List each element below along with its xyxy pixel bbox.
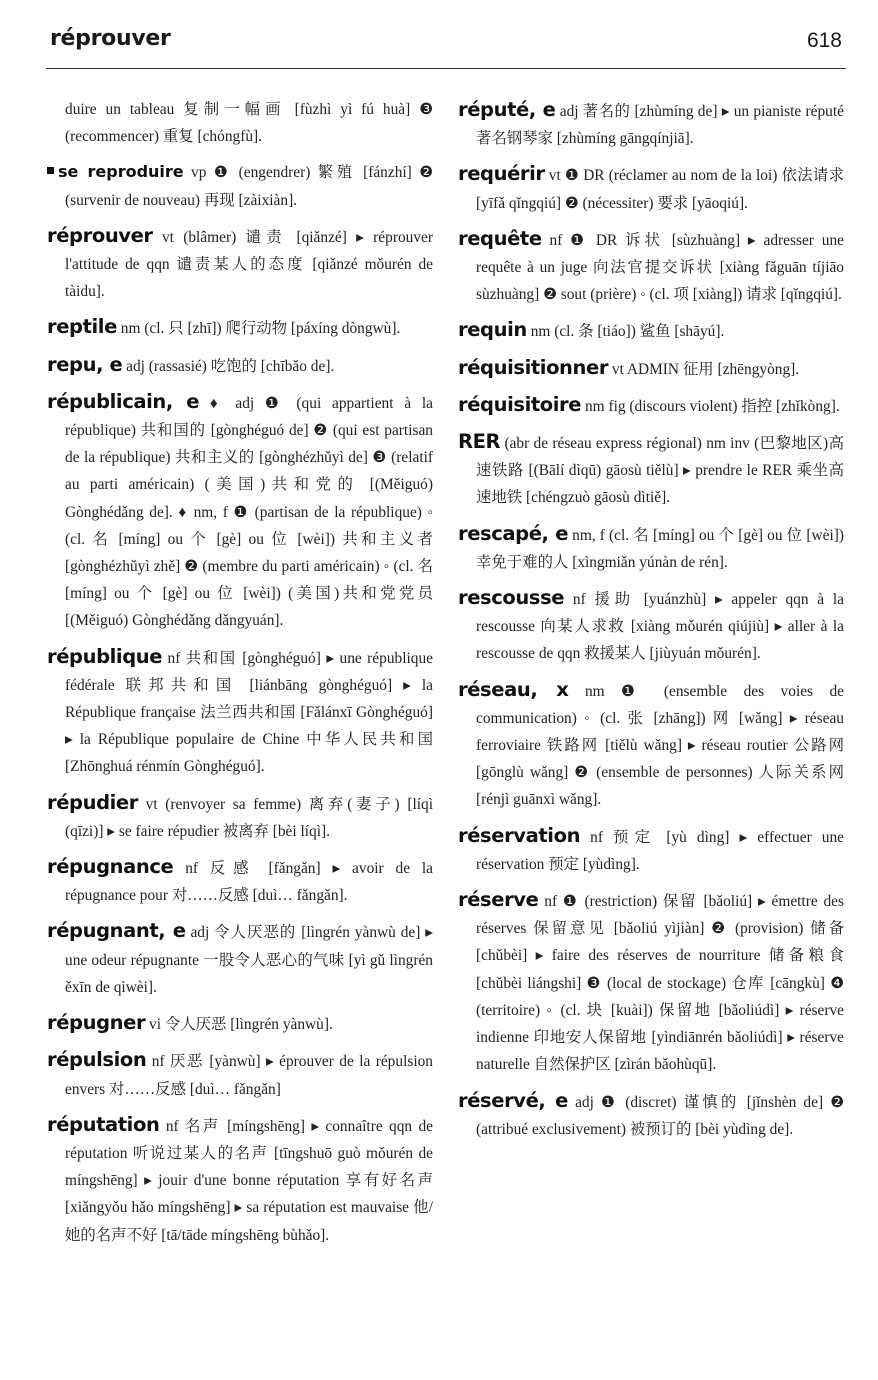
entry-body: adj (rassasié) 吃饱的 [chībǎo de]. xyxy=(122,357,335,375)
headword: rescapé, e xyxy=(458,521,569,545)
dictionary-entry xyxy=(458,225,844,309)
dictionary-entry xyxy=(47,1111,433,1249)
entry-body: nm (cl. 只 [zhī]) 爬行动物 [páxíng dòngwù]. xyxy=(116,320,401,338)
headword: requérir xyxy=(458,162,545,186)
headword: répulsion xyxy=(47,1048,147,1072)
dictionary-entry xyxy=(458,676,844,814)
headword: requin xyxy=(458,318,527,342)
entry-body: adj ❶ (discret) 谨慎的 [jǐnshèn de] ❷ (attribué exclusivement) 被预订的 [bèi yùdìng de]. xyxy=(476,1093,845,1138)
headword: réservation xyxy=(458,823,581,847)
dictionary-entry xyxy=(47,917,433,1001)
entry-body: vt (blâmer) 谴责 [qiǎnzé] ▸ réprouver l'attitude de qqn 谴责某人的态度 [qiǎnzé mǒurén de tàidu]. xyxy=(65,228,433,301)
entry-body: nf 名声 [míngshēng] ▸ connaître qqn de réputation 听说过某人的名声 [tīngshuō guò mǒurén de míngshēng] ▸ jouir d'une bonne réputation 享有好名声 [xiǎngyǒu hǎo míngshēng] ▸ sa réputation est mauvaise 他/她的名声不好 [tā/tāde míngshēng bùhǎo]. xyxy=(65,1117,433,1244)
entry-body: nf 反感 [fǎngǎn] ▸ avoir de la répugnance pour 对……反感 [duì… fǎngǎn]. xyxy=(65,860,433,905)
dictionary-entry xyxy=(458,428,844,512)
headword: reptile xyxy=(47,315,117,339)
headword: répugnant, e xyxy=(47,919,186,943)
dictionary-entry xyxy=(458,584,844,668)
entry-body: nm ❶ (ensemble des voies de communication) ◦ (cl. 张 [zhāng]) 网 [wǎng] ▸ réseau ferroviaire 铁路网 [tiělù wǎng] ▸ réseau routier 公路网 [gōnglù wǎng] ❷ (ensemble de personnes) 人际关系网 [rénjì guānxì wǎng]. xyxy=(476,682,845,809)
entry-body: ♦ adj ❶ (qui appartient à la république) 共和国的 [gònghéguó de] ❷ (qui est partisan de la république) 共和主义的 [gònghézhǔyì de] ❸ (relatif au parti américain) (美国)共和党的 [(Měiguó) Gònghédǎng de]. ♦ nm, f ❶ (partisan de la république) ◦ (cl. 名 [míng] ou 个 [gè] ou 位 [wèi]) 共和主义者 [gònghézhǔyì zhě] ❷ (membre du parti américain) ◦ (cl. 名 [míng] ou 个 [gè] ou 位 [wèi]) (美国)共和党党员 [(Měiguó) Gònghédǎng dǎngyuán]. xyxy=(65,394,433,630)
entry-body: vt (renvoyer sa femme) 离弃(妻子) [líqì (qīzi)] ▸ se faire répudier 被离弃 [bèi líqì]. xyxy=(65,795,433,840)
headword: réputation xyxy=(47,1112,160,1136)
headword: répudier xyxy=(47,790,138,814)
left-column xyxy=(47,96,433,1257)
headword: répugnance xyxy=(47,855,174,879)
entry-body: nf 共和国 [gònghéguó] ▸ une république fédérale 联邦共和国 [liánbāng gònghéguó] ▸ la République française 法兰西共和国 [Fǎlánxī Gònghéguó] ▸ la République populaire de Chine 中华人民共和国 [Zhōnghuá rénmín Gònghéguó]. xyxy=(65,649,433,776)
headword: réprouver xyxy=(47,223,153,247)
dictionary-entry xyxy=(47,313,433,342)
entry-body: nf 厌恶 [yànwù] ▸ éprouver de la répulsion envers 对……反感 [duì… fǎngǎn] xyxy=(65,1053,433,1098)
dictionary-entry xyxy=(458,354,844,383)
entry-body: nm, f (cl. 名 [míng] ou 个 [gè] ou 位 [wèi]) 幸免于难的人 [xìngmiǎn yúnàn de rén]. xyxy=(476,526,844,571)
headword: repu, e xyxy=(47,352,123,376)
entry-body: nm (cl. 条 [tiáo]) 鲨鱼 [shāyú]. xyxy=(526,323,725,341)
headword: réservé, e xyxy=(458,1088,568,1112)
dictionary-entry xyxy=(47,222,433,306)
headword: république xyxy=(47,644,163,668)
dictionary-entry xyxy=(458,1087,844,1143)
entry-body: vi 令人厌恶 [lìngrén yànwù]. xyxy=(145,1016,333,1034)
dictionary-entry xyxy=(458,96,844,152)
entry-body: vp ❶ (engendrer) 繁殖 [fánzhí] ❷ (survenir de nouveau) 再现 [zàixiàn]. xyxy=(65,164,433,209)
header-rule xyxy=(46,68,846,69)
headword: RER xyxy=(458,430,501,454)
headword: répugner xyxy=(47,1011,146,1035)
entry-body: nf 援助 [yuánzhù] ▸ appeler qqn à la rescousse 向某人求救 [xiàng mǒurén qiújiù] ▸ aller à la rescousse de qqn 救援某人 [jiùyuán mǒurén]. xyxy=(476,591,844,663)
entry-body: nm fig (discours violent) 指控 [zhǐkòng]. xyxy=(581,397,840,415)
dictionary-entry xyxy=(458,316,844,345)
dictionary-entry xyxy=(47,388,433,635)
entry-body: nf ❶ (restriction) 保留 [bǎoliú] ▸ émettre des réserves 保留意见 [bǎoliú yìjiàn] ❷ (provision) 储备 [chǔbèi] ▸ faire des réserves de nourriture 储备粮食 [chǔbèi liángshi] ❸ (local de stockage) 仓库 [cāngkù] ❹ (territoire) ◦ (cl. 块 [kuài]) 保留地 [bǎoliúdì] ▸ réserve indienne 印地安人保留地 [yìndiānrén bǎoliúdì] ▸ réserve naturelle 自然保护区 [zìrán bǎohùqū]. xyxy=(476,893,844,1074)
right-column xyxy=(458,96,844,1151)
entry-body: vt ❶ DR (réclamer au nom de la loi) 依法请求 [yīfǎ qǐngqiú] ❷ (nécessiter) 要求 [yāoqiú]. xyxy=(476,167,844,212)
headword: rescousse xyxy=(458,586,565,610)
headword: républicain, e xyxy=(47,389,200,413)
dictionary-entry xyxy=(47,1046,433,1102)
subentry-marker xyxy=(47,167,54,174)
entry-body: adj 著名的 [zhùmíng de] ▸ un pianiste réputé 著名钢琴家 [zhùmíng gāngqínjiā]. xyxy=(476,103,844,148)
page-number: 618 xyxy=(806,29,842,52)
entry-body: nf 预定 [yù dìng] ▸ effectuer une réservation 预定 [yùdìng]. xyxy=(476,828,844,873)
dictionary-entry xyxy=(458,886,844,1078)
entry-body: nf ❶ DR 诉状 [sùzhuàng] ▸ adresser une requête à un juge 向法官提交诉状 [xiàng fǎguān tíjiāo sùzhuàng] ❷ sout (prière) ◦ (cl. 项 [xiàng]) 请求 [qǐngqiú]. xyxy=(476,231,844,304)
headword: réquisitionner xyxy=(458,355,609,379)
dictionary-entry xyxy=(458,160,844,216)
headword: se reproduire xyxy=(58,162,184,182)
headword: réputé, e xyxy=(458,98,556,121)
headword: réseau, x xyxy=(458,677,569,701)
dictionary-entry xyxy=(47,351,433,380)
dictionary-entry xyxy=(47,96,433,150)
dictionary-entry xyxy=(47,643,433,781)
dictionary-entry xyxy=(47,853,433,909)
dictionary-entry xyxy=(47,789,433,845)
page-header xyxy=(0,0,878,74)
entry-body: duire un tableau 复制一幅画 [fùzhì yì fú huà] ❸ (recommencer) 重复 [chóngfù]. xyxy=(65,101,433,146)
entry-body: (abr de réseau express régional) nm inv (巴黎地区)高速铁路 [(Bālí dìqū) gāosù tiělù] ▸ prendre le RER 乘坐高速地铁 [chéngzuò gāosù dìtiě]. xyxy=(476,435,844,507)
dictionary-entry xyxy=(458,822,844,878)
headword: réserve xyxy=(458,888,539,912)
running-head: réprouver xyxy=(50,26,171,51)
dictionary-entry xyxy=(47,158,433,213)
dictionary-entry xyxy=(47,1009,433,1038)
headword: requête xyxy=(458,226,542,250)
entry-body: adj 令人厌恶的 [lìngrén yànwù de] ▸ une odeur répugnante 一股令人恶心的气味 [yì gǔ lìngrén ěxīn de qìwèi]. xyxy=(65,924,433,996)
dictionary-entry xyxy=(458,391,844,420)
headword: réquisitoire xyxy=(458,392,582,416)
dictionary-entry xyxy=(458,520,844,576)
entry-body: vt ADMIN 征用 [zhēngyòng]. xyxy=(608,360,800,378)
